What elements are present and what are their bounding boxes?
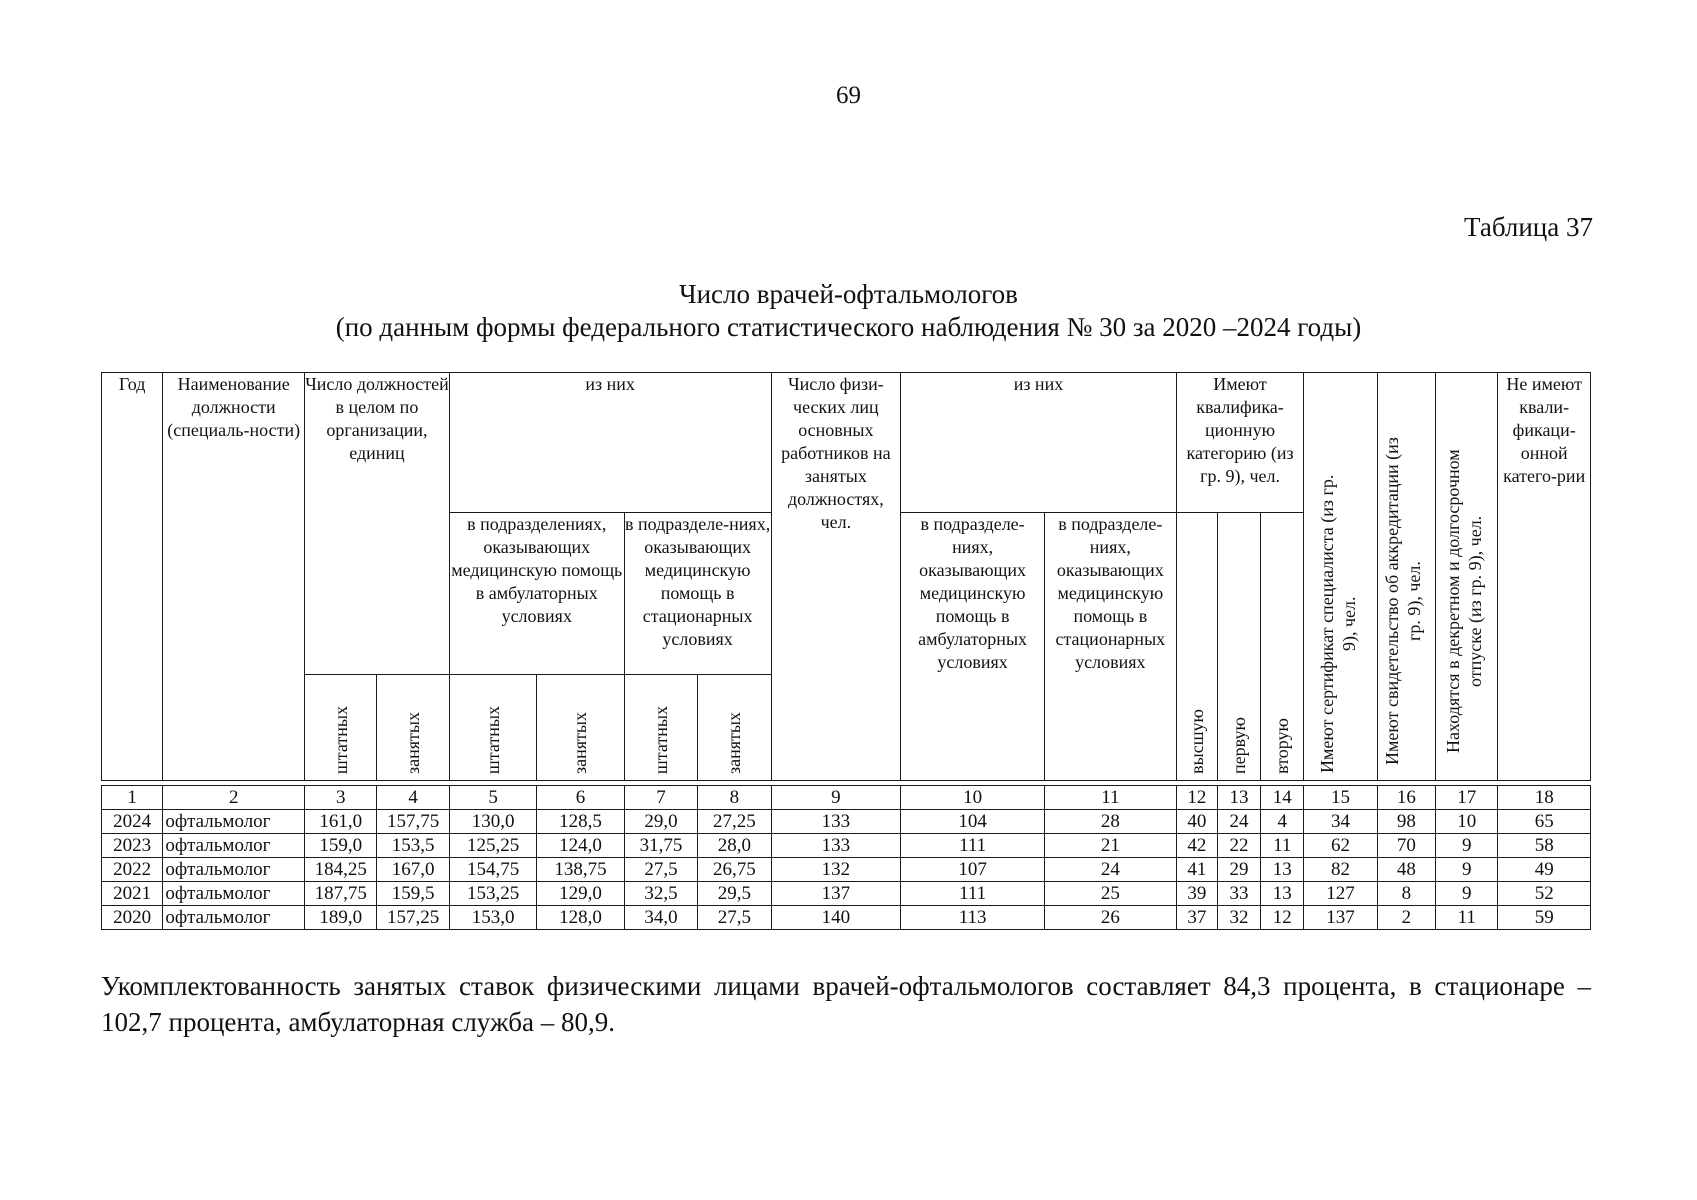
table-cell: 2022 [102,858,163,882]
table-cell: офтальмолог [163,882,305,906]
header-have-category: Имеют квалифика-ционную категорию (из гр. 9), чел. [1176,373,1304,513]
table-row [102,906,1591,930]
table-cell: 52 [1498,882,1591,906]
table-cell: 33 [1217,882,1260,906]
table-cell: 128,0 [537,906,624,930]
table-cell: 4 [377,786,449,810]
table-cell: 12 [1176,786,1217,810]
header-outpatient-units: в подразделениях, оказывающих медицинскую помощь в амбулаторных условиях [449,513,624,675]
table-cell: 25 [1045,882,1177,906]
table-cell: 9 [1436,834,1498,858]
table-row [102,858,1591,882]
table-cell: 2024 [102,810,163,834]
table-row [102,834,1591,858]
table-cell: 153,0 [449,906,536,930]
table-cell: 17 [1436,786,1498,810]
note-paragraph: Укомплектованность занятых ставок физическими лицами врачей-офтальмологов составляет 84,3 процента, в стационаре – 102,7 процента, амбулаторная служба – 80,9. [101,971,1591,1037]
table-cell: 24 [1217,810,1260,834]
table-cell: 40 [1176,810,1217,834]
table-cell: 138,75 [537,858,624,882]
table-cell: 2020 [102,906,163,930]
table-cell: 11 [1261,834,1304,858]
table-cell: 15 [1304,786,1377,810]
header-outpatient-units-2: в подразделе-ниях, оказывающих медицинскую помощь в амбулаторных условиях [901,513,1045,781]
header-leave: Находятся в декретном и долгосрочном отпуске (из гр. 9), чел. [1436,373,1498,781]
table-cell: 14 [1261,786,1304,810]
header-occupied: занятых [698,675,771,781]
table-cell: 8 [698,786,771,810]
table-header [101,372,1591,781]
table-cell: 124,0 [537,834,624,858]
column-numbers-row [102,786,1591,810]
table-cell: офтальмолог [163,810,305,834]
table-cell: 1 [102,786,163,810]
table-cell: 29 [1217,858,1260,882]
table-cell: 37 [1176,906,1217,930]
table-cell: 4 [1261,810,1304,834]
table-cell: 154,75 [449,858,536,882]
table-cell: 32 [1217,906,1260,930]
table-cell: 34 [1304,810,1377,834]
table-cell: 3 [305,786,377,810]
table-cell: 128,5 [537,810,624,834]
table-cell: 12 [1261,906,1304,930]
table-label: Таблица 37 [1464,212,1593,242]
table-cell: 189,0 [305,906,377,930]
table-cell: 113 [901,906,1045,930]
header-occupied: занятых [377,675,449,781]
table-cell: 22 [1217,834,1260,858]
table-cell: 140 [771,906,901,930]
table-cell: 127 [1304,882,1377,906]
table-cell: 111 [901,882,1045,906]
table-cell: 157,75 [377,810,449,834]
table-cell: офтальмолог [163,858,305,882]
table-cell: 9 [1436,858,1498,882]
table-cell: 9 [1436,882,1498,906]
table-cell: 153,5 [377,834,449,858]
table-cell: 62 [1304,834,1377,858]
table-cell: 27,5 [698,906,771,930]
table-cell: 26,75 [698,858,771,882]
table-cell: 125,25 [449,834,536,858]
table-cell: 18 [1498,786,1591,810]
table-cell: 159,5 [377,882,449,906]
table-cell: 161,0 [305,810,377,834]
table-cell: 27,25 [698,810,771,834]
table-cell: 159,0 [305,834,377,858]
table-cell: 2 [163,786,305,810]
table-cell: 70 [1377,834,1435,858]
table-cell: 59 [1498,906,1591,930]
table-cell: 24 [1045,858,1177,882]
page-number: 69 [836,82,861,109]
table-cell: 49 [1498,858,1591,882]
table-cell: 32,5 [624,882,697,906]
table-cell: 41 [1176,858,1217,882]
table-cell: 31,75 [624,834,697,858]
table-cell: 157,25 [377,906,449,930]
table-cell: 21 [1045,834,1177,858]
table-cell: 10 [1436,810,1498,834]
table-cell: 104 [901,810,1045,834]
table-cell: 137 [771,882,901,906]
table-cell: 13 [1261,882,1304,906]
table-cell: 29,0 [624,810,697,834]
table-cell: 111 [901,834,1045,858]
header-inpatient-units-2: в подразделе-ниях, оказывающих медицинскую помощь в стационарных условиях [1044,513,1176,781]
table-cell: 167,0 [377,858,449,882]
header-accreditation: Имеют свидетельство об аккредитации (из гр. 9), чел. [1377,373,1435,781]
header-staff: штатных [624,675,697,781]
table-cell: офтальмолог [163,906,305,930]
table-cell: 137 [1304,906,1377,930]
table-cell: 153,25 [449,882,536,906]
table-cell: 11 [1045,786,1177,810]
table-cell: 29,5 [698,882,771,906]
header-highest: высшую [1176,513,1217,781]
header-individuals: Число физи-ческих лиц основных работников на занятых должностях, чел. [771,373,901,781]
table-cell: 129,0 [537,882,624,906]
header-certificate: Имеют сертификат специалиста (из гр. 9), чел. [1304,373,1377,781]
table-row [102,882,1591,906]
table-cell: 133 [771,810,901,834]
table-cell: 98 [1377,810,1435,834]
table-cell: 82 [1304,858,1377,882]
table-cell: 42 [1176,834,1217,858]
table-title-line-1: Число врачей-офтальмологов [679,279,1018,309]
table-cell: 2023 [102,834,163,858]
table-row [102,810,1591,834]
table-cell: 132 [771,858,901,882]
header-of-them: из них [449,373,771,513]
table-cell: 26 [1045,906,1177,930]
data-table [101,785,1591,930]
header-staff: штатных [305,675,377,781]
table-cell: 107 [901,858,1045,882]
table-cell: 2 [1377,906,1435,930]
header-positions-total: Число должностей в целом по организации, единиц [305,373,450,675]
table-cell: 11 [1436,906,1498,930]
table-cell: 6 [537,786,624,810]
table-cell: 7 [624,786,697,810]
table-cell: 133 [771,834,901,858]
table-cell: 5 [449,786,536,810]
header-of-them-2: из них [901,373,1176,513]
table-cell: 9 [771,786,901,810]
table-cell: 28,0 [698,834,771,858]
table-cell: 27,5 [624,858,697,882]
table-cell: 34,0 [624,906,697,930]
table-cell: 2021 [102,882,163,906]
table-cell: 48 [1377,858,1435,882]
header-second: вторую [1261,513,1304,781]
table-cell: 28 [1045,810,1177,834]
table-cell: 187,75 [305,882,377,906]
table-cell: 58 [1498,834,1591,858]
table-cell: 16 [1377,786,1435,810]
table-cell: 39 [1176,882,1217,906]
table-cell: 13 [1261,858,1304,882]
table-title-line-2: (по данным формы федерального статистического наблюдения № 30 за 2020 –2024 годы) [335,312,1362,342]
header-occupied: занятых [537,675,624,781]
header-first: первую [1217,513,1260,781]
header-no-category: Не имеют квали-фикаци-онной катего-рии [1498,373,1591,781]
table-cell: 10 [901,786,1045,810]
header-year: Год [102,373,163,781]
table-title [0,278,1697,344]
table-cell: офтальмолог [163,834,305,858]
header-position: Наименование должности (специаль-ности) [163,373,305,781]
table-cell: 184,25 [305,858,377,882]
table-cell: 130,0 [449,810,536,834]
header-staff: штатных [449,675,536,781]
table-cell: 8 [1377,882,1435,906]
table-cell: 65 [1498,810,1591,834]
table-cell: 13 [1217,786,1260,810]
header-inpatient-units: в подразделе-ниях, оказывающих медицинскую помощь в стационарных условиях [624,513,771,675]
